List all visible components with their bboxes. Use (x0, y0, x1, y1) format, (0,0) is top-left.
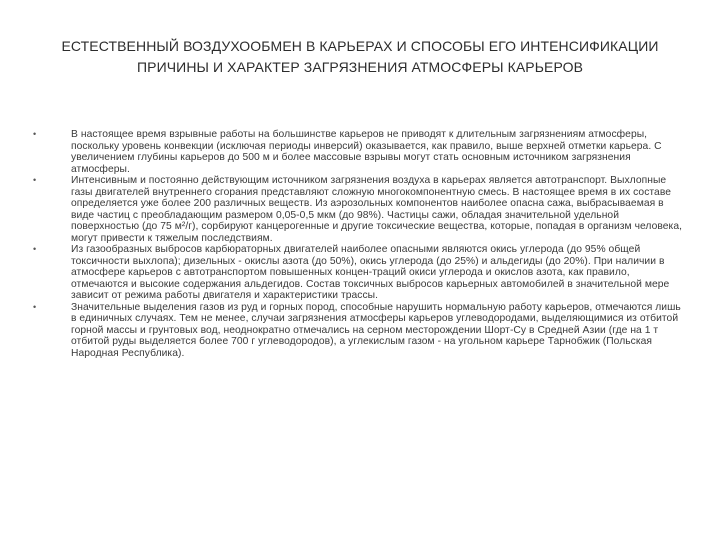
bullet-list (32, 129, 684, 359)
bullet-icon: • (33, 244, 37, 254)
bullet-icon: • (33, 129, 37, 139)
paragraph-text: Интенсивным и постоянно действующим источником загрязнения воздуха в карьерах является автотранспорт. Выхлопные газы двигателей внутреннего сгорания представляют сложную многокомпонентную смесь. В настоящее время в их составе определяется уже более 200 различных веществ. Из аэрозольных компонентов наиболее опасна сажа, выбрасываемая в виде частиц с преобладающим размером 0,05-0,5 мкм (до 98%). Частицы сажи, обладая значительной удельной поверхностью (до 75 м²/г), сорбируют канцерогенные и другие токсические вещества, которые, попадая в организм человека, могут привести к тяжелым последствиям. (71, 175, 683, 244)
paragraph-text: Значительные выделения газов из руд и горных пород, способные нарушить нормальную работу карьеров, отмечаются лишь в единичных случаях. Тем не менее, случаи загрязнения атмосферы карьеров углеводородами, выделяющимися из отбитой горной массы и грунтовых вод, неоднократно отмечались на серном месторождении Шорт-Су в Средней Азии (где на 1 т отбитой руды выделяется более 700 г углеводородов), а углекислым газом - на угольном карьере Тарнобжик (Польская Народная Республика). (71, 301, 681, 359)
slide-title (20, 36, 700, 78)
title-line-2: ПРИЧИНЫ И ХАРАКТЕР ЗАГРЯЗНЕНИЯ АТМОСФЕРЫ КАРЬЕРОВ (136, 59, 584, 75)
list-item (32, 302, 684, 360)
bullet-icon: • (33, 175, 37, 185)
list-item (32, 244, 684, 302)
title-line-1: ЕСТЕСТВЕННЫЙ ВОЗДУХООБМЕН В КАРЬЕРАХ И СПОСОБЫ ЕГО ИНТЕНСИФИКАЦИИ (61, 38, 659, 54)
paragraph-text: Из газообразных выбросов карбюраторных двигателей наиболее опасными являются окись углерода (до 95% общей токсичности выхлопа); дизельных - окислы азота (до 50%), окись углерода (до 25%) и альдегиды (до 20%). При наличии в атмосфере карьеров с автотранспортом повышенных концен-траций окиси углерода и окислов азота, как правило, отмечаются и высокие содержания альдегидов. Состав токсичных выбросов карьерных автомобилей в значительной мере зависит от режима работы двигателя и характеристики трассы. (71, 244, 670, 301)
list-item (32, 175, 684, 244)
list-item (32, 129, 684, 175)
bullet-icon: • (33, 301, 37, 312)
paragraph-text: В настоящее время взрывные работы на большинстве карьеров не приводят к длительным загрязнениям атмосферы, поскольку уровень конвекции (исключая периоды инверсий) оказывается, как правило, выше верхней отметки карьера. С увеличением глубины карьеров до 500 м и более массовые взрывы могут стать основным источником загрязнения атмосферы. (71, 129, 662, 175)
